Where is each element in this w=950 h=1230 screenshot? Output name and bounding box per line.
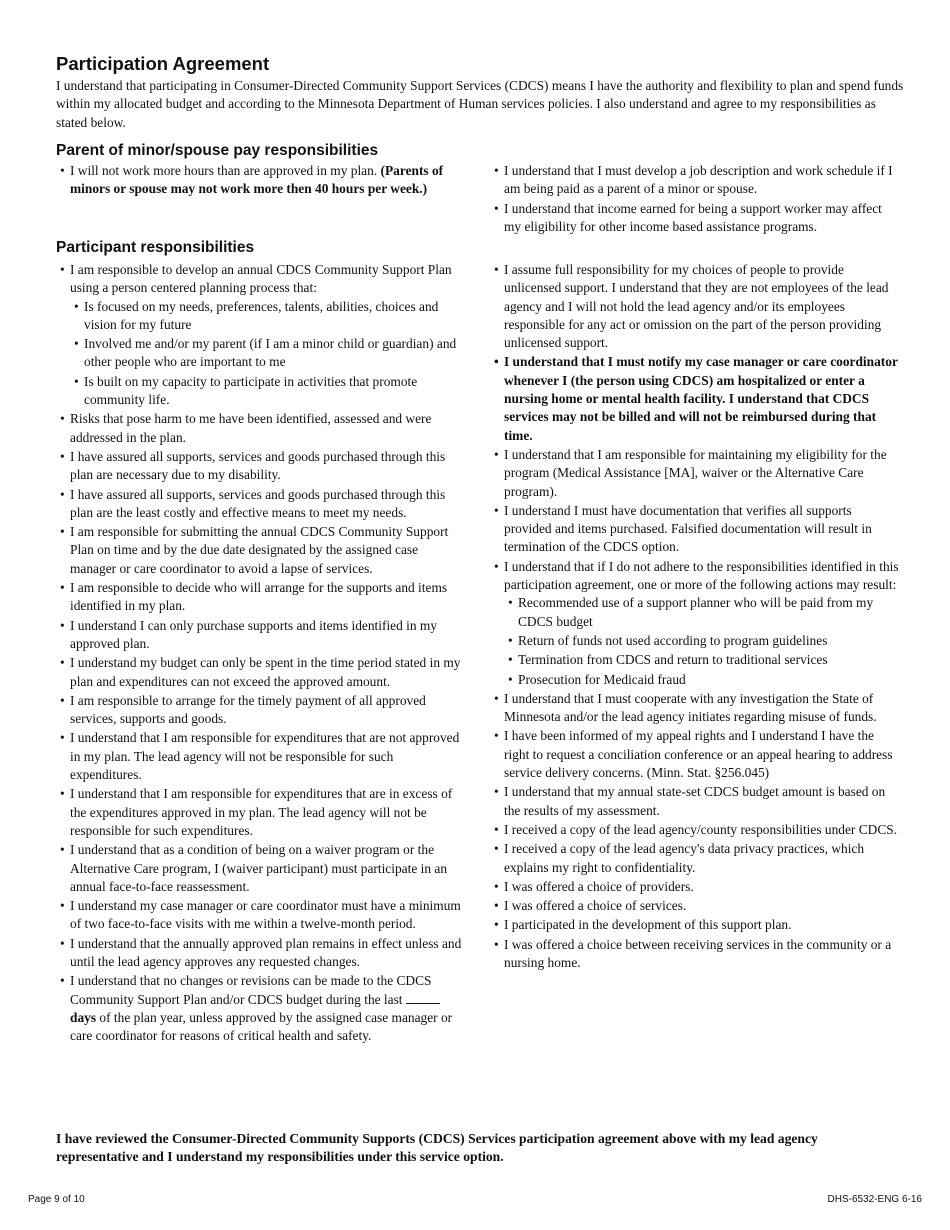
form-id: DHS-6532-ENG 6-16 [827, 1194, 922, 1205]
list-item: • I have been informed of my appeal rights and I understand I have the right to request a conciliation conference or an appeal hearing to address service delivery concerns. (Minn. Stat. §256.045) [490, 727, 900, 782]
page-number: Page 9 of 10 [28, 1194, 85, 1205]
list-item: • I have assured all supports, services and goods purchased through this plan are the least costly and effective means to meet my needs. [56, 486, 462, 523]
list-item [490, 558, 900, 689]
list-item [56, 261, 462, 409]
parent-section-heading: Parent of minor/spouse pay responsibilities [56, 142, 379, 159]
participant-right-list [490, 261, 900, 973]
no-changes-text: I understand that no changes or revisions can be made to the CDCS Community Support Plan and/or CDCS budget during the last [70, 973, 432, 1007]
list-item: • I understand that I must cooperate with any investigation the State of Minnesota and/or the lead agency initiates regarding misuse of funds. [490, 690, 900, 727]
parent-right-list [490, 162, 900, 237]
list-item: • I understand that income earned for being a support worker may affect my eligibility for other income based assistance programs. [490, 200, 900, 237]
final-statement: I have reviewed the Consumer-Directed Community Supports (CDCS) Services participation agreement above with my lead agency representative and I understand my responsibilities under this service option. [56, 1131, 818, 1165]
sub-list-item: • Is focused on my needs, preferences, talents, abilities, choices and vision for my future [70, 298, 462, 335]
list-item: • I understand that the annually approved plan remains in effect unless and until the lead agency approves any requested changes. [56, 935, 462, 972]
days-label: days [70, 1009, 97, 1025]
intro-paragraph: I understand that participating in Consumer-Directed Community Support Services (CDCS) means I have the authority and flexibility to plan and spend funds within my allocated budget and according to the Minnesota Department of Human services policies. I also understand and agree to my responsibilities as stated below. [56, 78, 904, 130]
plan-process-text: I am responsible to develop an annual CDCS Community Support Plan using a person centered planning process that: [70, 262, 452, 296]
sub-list-item: • Involved me and/or my parent (if I am a minor child or guardian) and other people who are important to me [70, 335, 462, 372]
list-item: • I have assured all supports, services and goods purchased through this plan are necessary due to my disability. [56, 448, 462, 485]
list-item: • I understand that I am responsible for maintaining my eligibility for the program (Medical Assistance [MA], waiver or the Alternative Care program). [490, 446, 900, 501]
participant-left-list [56, 261, 462, 1046]
list-item: • I understand my case manager or care coordinator must have a minimum of two face-to-face visits with me within a twelve-month period. [56, 897, 462, 934]
no-changes-text-end: of the plan year, unless approved by the assigned case manager or care coordinator for reasons of critical health and safety. [70, 1009, 453, 1044]
list-item: • I am responsible for submitting the annual CDCS Community Support Plan on time and by the due date designated by the assigned case manager or care coordinator to avoid a lapse of services. [56, 523, 462, 578]
sub-list-item: • Recommended use of a support planner who will be paid from my CDCS budget [504, 594, 900, 631]
days-blank-field[interactable] [406, 991, 440, 1004]
parent-left-list [56, 162, 448, 200]
parent-hours-text: I will not work more hours than are approved in my plan. [70, 163, 378, 178]
participant-section-heading: Participant responsibilities [56, 239, 255, 256]
list-item: • I was offered a choice between receiving services in the community or a nursing home. [490, 936, 900, 973]
list-item: • Risks that pose harm to me have been identified, assessed and were addressed in the plan. [56, 410, 462, 447]
list-item: • I understand that I am responsible for expenditures that are not approved in my plan. The lead agency will not be responsible for such expenditures. [56, 729, 462, 784]
list-item: • I understand that my annual state-set CDCS budget amount is based on the results of my assessment. [490, 783, 900, 820]
consequences-sublist [504, 594, 900, 688]
list-item: • I received a copy of the lead agency/county responsibilities under CDCS. [490, 821, 900, 839]
page-title: Participation Agreement [56, 53, 270, 74]
list-item: • I understand my budget can only be spent in the time period stated in my plan and expenditures can not exceed the approved amount. [56, 654, 462, 691]
list-item: • I assume full responsibility for my choices of people to provide unlicensed support. I understand that they are not employees of the lead agency and I will not hold the lead agency and/or its employees responsible for any act or omission on the part of the person providing unlicensed support. [490, 261, 900, 352]
list-item: • I understand I can only purchase supports and items identified in my approved plan. [56, 617, 462, 654]
parent-hours-limit: (Parents of minors or spouse may not work more then 40 hours per week.) [70, 163, 444, 197]
list-item: • I am responsible to arrange for the timely payment of all approved services, supports and goods. [56, 692, 462, 729]
list-item [56, 972, 462, 1045]
sub-list-item: • Is built on my capacity to participate in activities that promote community life. [70, 373, 462, 410]
list-item: • I was offered a choice of providers. [490, 878, 900, 896]
list-item: • I participated in the development of this support plan. [490, 916, 900, 934]
list-item: • I understand I must have documentation that verifies all supports provided and items purchased. Falsified documentation will result in termination of the CDCS option. [490, 502, 900, 557]
list-item [56, 162, 448, 199]
list-item: • I was offered a choice of services. [490, 897, 900, 915]
list-item: • I understand that I must notify my case manager or care coordinator whenever I (the person using CDCS) am hospitalized or enter a nursing home or mental health facility. I understand that CDCS services may not be billed and will not be reimbursed during that time. [490, 353, 900, 444]
plan-process-sublist [70, 298, 462, 410]
list-item: • I understand that I must develop a job description and work schedule if I am being paid as a parent of a minor or spouse. [490, 162, 900, 199]
sub-list-item: • Termination from CDCS and return to traditional services [504, 651, 900, 669]
sub-list-item: • Return of funds not used according to program guidelines [504, 632, 900, 650]
list-item: • I understand that I am responsible for expenditures that are in excess of the expenditures approved in my plan. The lead agency will not be responsible for such expenditures. [56, 785, 462, 840]
list-item: • I received a copy of the lead agency's data privacy practices, which explains my right to confidentiality. [490, 840, 900, 877]
consequences-text: I understand that if I do not adhere to the responsibilities identified in this participation agreement, one or more of the following actions may result: [504, 558, 899, 593]
sub-list-item: • Prosecution for Medicaid fraud [504, 671, 900, 689]
list-item: • I am responsible to decide who will arrange for the supports and items identified in my plan. [56, 579, 462, 616]
list-item: • I understand that as a condition of being on a waiver program or the Alternative Care program, I (waiver participant) must participate in an annual face-to-face reassessment. [56, 841, 462, 896]
